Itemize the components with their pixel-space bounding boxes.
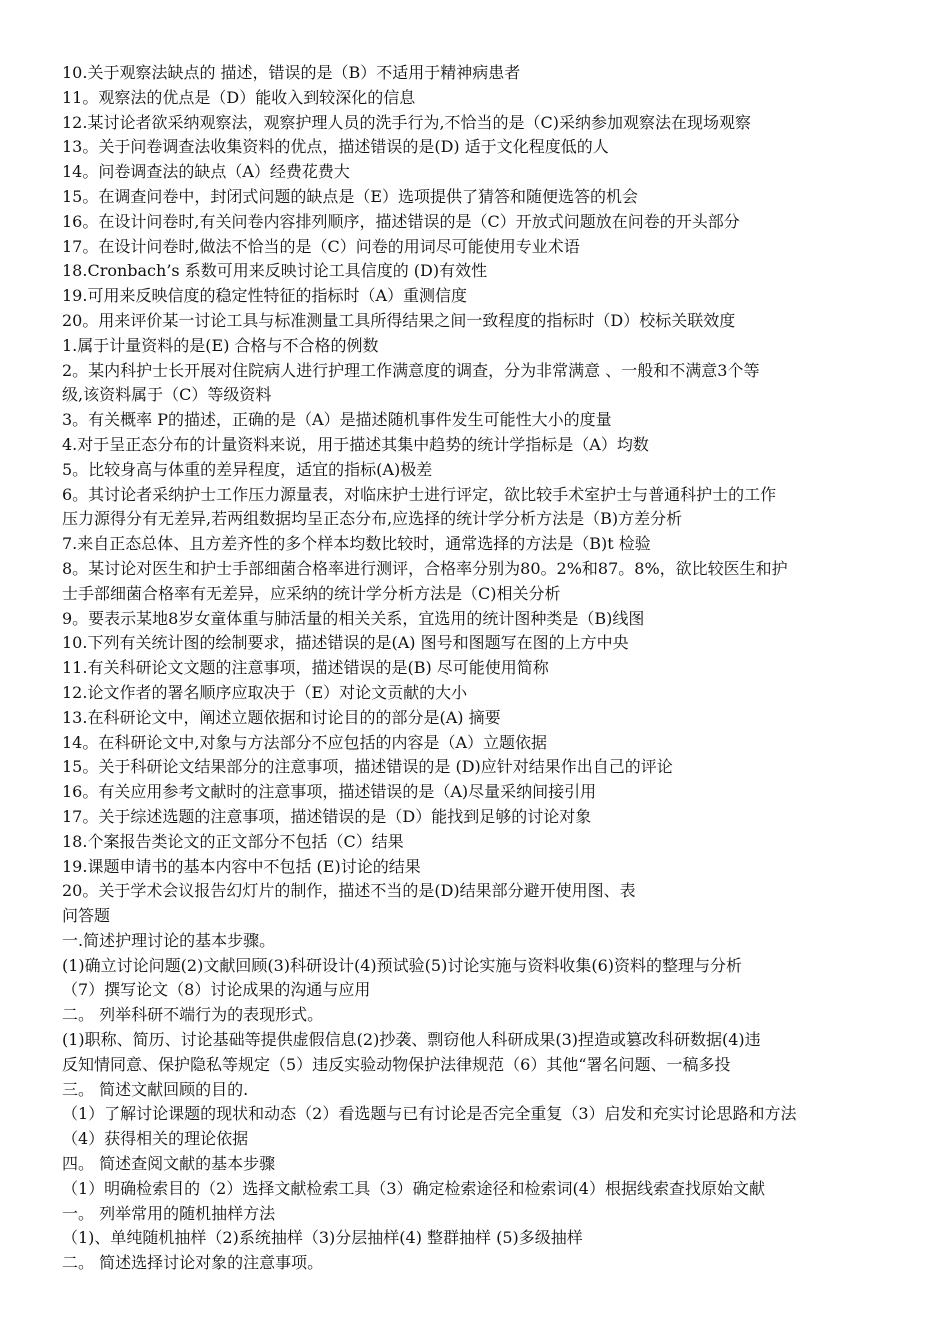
text-line: 2。某内科护士长开展对住院病人进行护理工作满意度的调查，分为非常满意 、一般和不满意3个等 <box>62 360 760 380</box>
text-line: 16。有关应用参考文献时的注意事项，描述错误的是（A)尽量采纳间接引用 <box>62 782 597 802</box>
text-line: 13.在科研论文中，阐述立题依据和讨论目的的部分是(A) 摘要 <box>62 707 501 727</box>
text-line: 压力源得分有无差异,若两组数据均呈正态分布,应选择的统计学分析方法是（B)方差分析 <box>62 509 683 529</box>
text-line: 4.对于呈正态分布的计量资料来说，用于描述其集中趋势的统计学指标是（A）均数 <box>62 434 649 454</box>
text-line: 二。 列举科研不端行为的表现形式。 <box>62 1005 324 1025</box>
text-line: 13。关于问卷调查法收集资料的优点，描述错误的是(D) 适于文化程度低的人 <box>62 137 609 157</box>
text-line: 5。比较身高与体重的差异程度，适宜的指标(A)极差 <box>62 459 433 479</box>
text-line: 15。在调查问卷中，封闭式问题的缺点是（E）选项提供了猜答和随便选答的机会 <box>62 186 639 206</box>
text-line: 12.某讨论者欲采纳观察法，观察护理人员的洗手行为,不恰当的是（C)采纳参加观察法在现场观察 <box>62 112 752 132</box>
text-line: (1)确立讨论问题(2)文献回顾(3)科研设计(4)预试验(5)讨论实施与资料收集(6)资料的整理与分析 <box>62 955 742 975</box>
text-line: （1)、单纯随机抽样（2)系统抽样（3)分层抽样(4) 整群抽样 (5)多级抽样 <box>62 1228 583 1248</box>
text-line: 18.Cronbach’s 系数可用来反映讨论工具信度的 (D)有效性 <box>62 261 488 281</box>
text-line: 10.下列有关统计图的绘制要求，描述错误的是(A) 图号和图题写在图的上方中央 <box>62 633 629 653</box>
text-line: 11。观察法的优点是（D）能收入到较深化的信息 <box>62 87 416 107</box>
text-line: 17。在设计问卷时,做法不恰当的是（C）问卷的用词尽可能使用专业术语 <box>62 236 580 256</box>
text-line: （1）明确检索目的（2）选择文献检索工具（3）确定检索途径和检索词(4）根据线索查找原始文献 <box>62 1178 765 1198</box>
text-line: 20。用来评价某一讨论工具与标准测量工具所得结果之间一致程度的指标时（D）校标关联效度 <box>62 310 736 330</box>
text-line: 19.课题申请书的基本内容中不包括 (E)讨论的结果 <box>62 856 421 876</box>
text-line: 6。其讨论者采纳护士工作压力源量表，对临床护士进行评定，欲比较手术室护士与普通科护士的工作 <box>62 484 777 504</box>
text-line: 一。 列举常用的随机抽样方法 <box>62 1203 276 1223</box>
text-line: 16。在设计问卷时,有关问卷内容排列顺序，描述错误的是（C）开放式问题放在问卷的开头部分 <box>62 211 740 231</box>
text-line: 士手部细菌合格率有无差异，应采纳的统计学分析方法是（C)相关分析 <box>62 583 561 603</box>
text-line: 18.个案报告类论文的正文部分不包括（C）结果 <box>62 831 404 851</box>
text-line: 问答题 <box>62 906 111 926</box>
text-line: 级,该资料属于（C）等级资料 <box>62 385 272 405</box>
text-line: （7）撰写论文（8）讨论成果的沟通与应用 <box>62 980 371 1000</box>
text-line: 反知情同意、保护隐私等规定（5）违反实验动物保护法律规范（6）其他“署名问题、一稿多投 <box>62 1054 731 1074</box>
text-line: 3。有关概率 P的描述，正确的是（A）是描述随机事件发生可能性大小的度量 <box>62 410 612 430</box>
text-line: 14。在科研论文中,对象与方法部分不应包括的内容是（A）立题依据 <box>62 732 548 752</box>
text-line: 10.关于观察法缺点的 描述，错误的是（B）不适用于精神病患者 <box>62 63 521 82</box>
text-line: 14。问卷调查法的缺点（A）经费花费大 <box>62 162 350 182</box>
text-line: 7.来自正态总体、且方差齐性的多个样本均数比较时，通常选择的方法是（B)t 检验 <box>62 534 651 554</box>
text-line: 8。某讨论对医生和护士手部细菌合格率进行测评，合格率分别为80。2%和87。8%，欲比较医生和护 <box>62 558 788 578</box>
text-line: 11.有关科研论文文题的注意事项，描述错误的是(B) 尽可能使用简称 <box>62 658 549 678</box>
text-line: 三。 简述文献回顾的目的. <box>62 1079 249 1099</box>
text-line: 9。要表示某地8岁女童体重与肺活量的相关关系，宜选用的统计图种类是（B)线图 <box>62 608 645 628</box>
document-page <box>62 61 902 1276</box>
text-line: （1）了解讨论课题的现状和动态（2）看选题与已有讨论是否完全重复（3）启发和充实讨论思路和方法 <box>62 1104 797 1124</box>
text-line: 1.属于计量资料的是(E) 合格与不合格的例数 <box>62 335 379 355</box>
text-line: 四。 简述查阅文献的基本步骤 <box>62 1154 276 1174</box>
text-line: 20。关于学术会议报告幻灯片的制作，描述不当的是(D)结果部分避开使用图、表 <box>62 881 636 901</box>
text-line: (1)职称、简历、讨论基础等提供虚假信息(2)抄袭、剽窃他人科研成果(3)捏造或篡改科研数据(4)违 <box>62 1030 761 1050</box>
text-line: 12.论文作者的署名顺序应取决于（E）对论文贡献的大小 <box>62 682 468 702</box>
text-line: 15。关于科研论文结果部分的注意事项，描述错误的是 (D)应针对结果作出自己的评论 <box>62 757 673 777</box>
text-line: （4）获得相关的理论依据 <box>62 1129 249 1149</box>
text-line: 二。 简述选择讨论对象的注意事项。 <box>62 1253 324 1273</box>
text-line: 19.可用来反映信度的稳定性特征的指标时（A）重测信度 <box>62 286 468 306</box>
text-line: 一.简述护理讨论的基本步骤。 <box>62 930 276 950</box>
text-line: 17。关于综述选题的注意事项，描述错误的是（D）能找到足够的讨论对象 <box>62 806 592 826</box>
